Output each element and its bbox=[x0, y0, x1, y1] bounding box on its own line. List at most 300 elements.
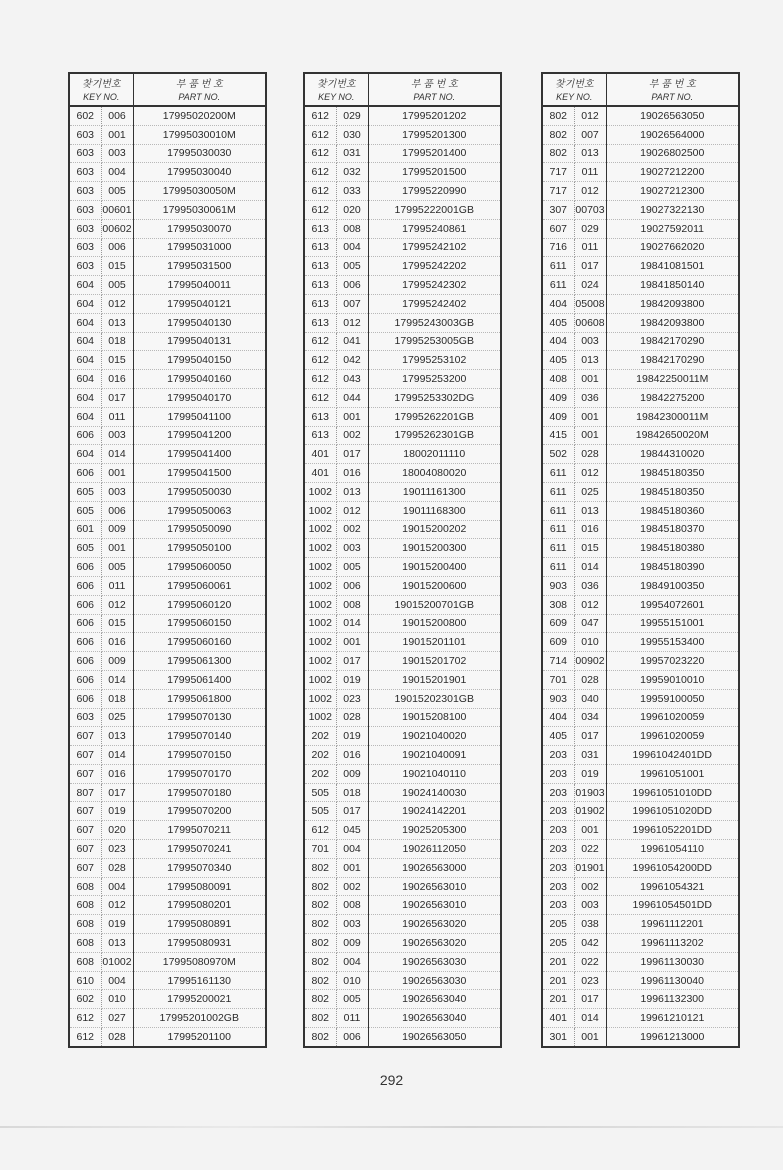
key-group-cell: 404 bbox=[542, 708, 574, 727]
part-number-cell: 19961113202 bbox=[606, 934, 739, 953]
key-group-cell: 603 bbox=[69, 182, 101, 201]
table-row bbox=[304, 163, 501, 182]
table-row bbox=[304, 520, 501, 539]
part-number-cell: 19026563050 bbox=[402, 1030, 467, 1043]
table-row bbox=[542, 971, 739, 990]
table-row bbox=[542, 689, 739, 708]
part-number-cell: 19027322130 bbox=[606, 200, 739, 219]
key-item-cell: 004 bbox=[336, 840, 368, 859]
key-item-cell: 028 bbox=[101, 858, 133, 877]
table-row bbox=[542, 915, 739, 934]
table-row bbox=[542, 877, 739, 896]
key-group-cell: 612 bbox=[304, 370, 336, 389]
table-row bbox=[304, 652, 501, 671]
table-row bbox=[69, 821, 266, 840]
table-row bbox=[304, 351, 501, 370]
key-group-cell: 203 bbox=[542, 840, 574, 859]
key-group-cell: 605 bbox=[69, 482, 101, 501]
key-item-cell: 001 bbox=[574, 821, 606, 840]
table-row bbox=[304, 858, 501, 877]
part-number-cell: 17995201500 bbox=[368, 163, 501, 182]
part-number-cell: 17995030010M bbox=[133, 125, 266, 144]
key-item-cell: 017 bbox=[336, 445, 368, 464]
key-group-cell: 604 bbox=[69, 407, 101, 426]
table-row bbox=[304, 332, 501, 351]
part-number-cell: 17995080970M bbox=[133, 952, 266, 971]
key-item-cell: 024 bbox=[574, 276, 606, 295]
table-row bbox=[69, 464, 266, 483]
table-row bbox=[542, 764, 739, 783]
part-number-cell: 19961051001 bbox=[606, 764, 739, 783]
part-number-cell: 19027662020 bbox=[606, 238, 739, 257]
key-item-cell: 00703 bbox=[574, 200, 606, 219]
part-number-cell: 19026563030 bbox=[368, 971, 501, 990]
key-item-cell: 003 bbox=[574, 896, 606, 915]
table-row bbox=[542, 746, 739, 765]
part-number-cell: 19026563030 bbox=[368, 952, 501, 971]
part-number-cell: 17995200021 bbox=[133, 990, 266, 1009]
key-group-cell: 613 bbox=[304, 276, 336, 295]
part-number-cell: 19845180360 bbox=[606, 501, 739, 520]
part-number-cell: 19842300011M bbox=[606, 407, 739, 426]
part-number-cell: 19845180390 bbox=[606, 558, 739, 577]
key-group-cell: 603 bbox=[69, 257, 101, 276]
table-row bbox=[304, 257, 501, 276]
key-group-cell: 612 bbox=[304, 182, 336, 201]
table-row bbox=[304, 877, 501, 896]
key-group-cell: 612 bbox=[304, 125, 336, 144]
part-number-cell: 19961210121 bbox=[606, 1009, 739, 1028]
part-number-cell: 19961112201 bbox=[606, 915, 739, 934]
table-row bbox=[542, 539, 739, 558]
table-row bbox=[69, 746, 266, 765]
key-group-cell: 603 bbox=[69, 163, 101, 182]
key-group-cell: 405 bbox=[542, 351, 574, 370]
key-item-cell: 005 bbox=[101, 558, 133, 577]
key-item-cell: 001 bbox=[336, 633, 368, 652]
key-item-cell: 001 bbox=[336, 858, 368, 877]
part-number-cell: 19961213000 bbox=[640, 1030, 705, 1043]
key-group-cell: 1002 bbox=[304, 708, 336, 727]
part-number-cell: 19024142201 bbox=[368, 802, 501, 821]
table-row bbox=[304, 388, 501, 407]
key-item-cell: 025 bbox=[574, 482, 606, 501]
table-row bbox=[69, 200, 266, 219]
key-item-cell: 001 bbox=[574, 370, 606, 389]
key-group-cell: 612 bbox=[69, 1009, 101, 1028]
part-number-cell: 17995070150 bbox=[133, 746, 266, 765]
key-group-cell: 607 bbox=[69, 821, 101, 840]
key-group-cell: 307 bbox=[542, 200, 574, 219]
table-row bbox=[69, 727, 266, 746]
key-group-cell: 405 bbox=[542, 313, 574, 332]
key-item-cell: 014 bbox=[574, 1009, 606, 1028]
part-number-cell: 19955151001 bbox=[606, 614, 739, 633]
key-item-cell: 019 bbox=[336, 727, 368, 746]
key-item-cell: 006 bbox=[336, 276, 368, 295]
table-row bbox=[542, 445, 739, 464]
table-row bbox=[69, 840, 266, 859]
key-group-cell: 1002 bbox=[304, 670, 336, 689]
part-number-cell: 17995070241 bbox=[133, 840, 266, 859]
key-group-cell: 613 bbox=[304, 257, 336, 276]
part-number-cell: 17995060050 bbox=[133, 558, 266, 577]
key-item-cell: 010 bbox=[336, 971, 368, 990]
table-row bbox=[69, 558, 266, 577]
part-number-cell: 19015200300 bbox=[368, 539, 501, 558]
part-number-cell: 19961054321 bbox=[606, 877, 739, 896]
table-row bbox=[542, 106, 739, 125]
key-group-cell: 611 bbox=[542, 257, 574, 276]
key-item-cell: 009 bbox=[101, 520, 133, 539]
table-row bbox=[304, 144, 501, 163]
part-number-cell: 17995050090 bbox=[133, 520, 266, 539]
table-row bbox=[304, 539, 501, 558]
part-number-cell: 17995253102 bbox=[368, 351, 501, 370]
table-row bbox=[304, 182, 501, 201]
key-item-cell: 018 bbox=[101, 689, 133, 708]
key-group-cell: 401 bbox=[304, 445, 336, 464]
key-group-cell: 609 bbox=[542, 633, 574, 652]
key-item-cell: 020 bbox=[101, 821, 133, 840]
key-item-cell: 042 bbox=[574, 934, 606, 953]
part-number-cell: 17995262301GB bbox=[368, 426, 501, 445]
key-group-cell: 1002 bbox=[304, 520, 336, 539]
table-row bbox=[69, 1028, 266, 1047]
part-number-cell: 19026802500 bbox=[606, 144, 739, 163]
part-number-cell: 19015200400 bbox=[368, 558, 501, 577]
table-row bbox=[304, 313, 501, 332]
key-group-cell: 205 bbox=[542, 934, 574, 953]
key-item-cell: 040 bbox=[574, 689, 606, 708]
key-group-cell: 607 bbox=[542, 219, 574, 238]
part-number-cell: 19015201901 bbox=[368, 670, 501, 689]
table-row bbox=[304, 689, 501, 708]
key-group-cell: 203 bbox=[542, 877, 574, 896]
part-number-cell: 19021040091 bbox=[368, 746, 501, 765]
key-group-cell: 203 bbox=[542, 746, 574, 765]
table-row bbox=[69, 238, 266, 257]
part-number-cell: 17995030050M bbox=[133, 182, 266, 201]
table-row bbox=[542, 294, 739, 313]
table-row bbox=[304, 670, 501, 689]
table-row bbox=[542, 313, 739, 332]
key-group-cell: 701 bbox=[304, 840, 336, 859]
key-item-cell: 005 bbox=[336, 257, 368, 276]
part-number-cell: 19026563010 bbox=[368, 877, 501, 896]
part-number-cell: 19845180380 bbox=[606, 539, 739, 558]
key-group-cell: 604 bbox=[69, 332, 101, 351]
table-row bbox=[69, 388, 266, 407]
part-number-cell: 17995242202 bbox=[368, 257, 501, 276]
key-group-cell: 802 bbox=[304, 990, 336, 1009]
part-number-cell: 17995040170 bbox=[133, 388, 266, 407]
part-no-header: PART NO. bbox=[133, 90, 266, 106]
part-number-cell: 17995070130 bbox=[133, 708, 266, 727]
key-item-cell: 029 bbox=[336, 106, 368, 125]
key-group-cell: 714 bbox=[542, 652, 574, 671]
key-item-cell: 013 bbox=[101, 934, 133, 953]
table-row bbox=[69, 952, 266, 971]
key-group-cell: 1002 bbox=[304, 689, 336, 708]
key-item-cell: 038 bbox=[574, 915, 606, 934]
key-group-cell: 201 bbox=[542, 971, 574, 990]
key-group-cell: 802 bbox=[304, 934, 336, 953]
part-number-cell: 17995242302 bbox=[368, 276, 501, 295]
table-row bbox=[542, 858, 739, 877]
part-number-cell: 19015200202 bbox=[368, 520, 501, 539]
table-row bbox=[304, 1028, 501, 1047]
key-group-cell: 608 bbox=[69, 877, 101, 896]
table-row bbox=[542, 388, 739, 407]
key-item-cell: 014 bbox=[574, 558, 606, 577]
key-group-cell: 405 bbox=[542, 727, 574, 746]
key-item-cell: 009 bbox=[101, 652, 133, 671]
key-item-cell: 019 bbox=[336, 670, 368, 689]
key-group-cell: 308 bbox=[542, 595, 574, 614]
key-item-cell: 013 bbox=[574, 501, 606, 520]
key-group-cell: 903 bbox=[542, 689, 574, 708]
key-item-cell: 034 bbox=[574, 708, 606, 727]
part-number-cell: 17995253005GB bbox=[368, 332, 501, 351]
table-row bbox=[69, 652, 266, 671]
part-number-cell: 17995070200 bbox=[133, 802, 266, 821]
key-item-cell: 041 bbox=[336, 332, 368, 351]
part-number-cell: 19961130030 bbox=[606, 952, 739, 971]
table-row bbox=[304, 840, 501, 859]
key-item-cell: 045 bbox=[336, 821, 368, 840]
part-number-cell: 19015201101 bbox=[368, 633, 501, 652]
key-item-cell: 028 bbox=[101, 1028, 133, 1047]
key-group-cell: 604 bbox=[69, 370, 101, 389]
part-number-cell: 17995041400 bbox=[133, 445, 266, 464]
table-row bbox=[542, 520, 739, 539]
key-item-cell: 042 bbox=[336, 351, 368, 370]
table-row bbox=[304, 821, 501, 840]
part-number-cell: 17995061800 bbox=[133, 689, 266, 708]
key-group-cell: 606 bbox=[69, 595, 101, 614]
key-item-cell: 027 bbox=[101, 1009, 133, 1028]
key-no-header-ko: 찾기번호 bbox=[542, 73, 606, 90]
parts-table-1 bbox=[68, 72, 267, 1048]
key-item-cell: 00608 bbox=[574, 313, 606, 332]
key-item-cell: 031 bbox=[336, 144, 368, 163]
key-item-cell: 023 bbox=[336, 689, 368, 708]
part-number-cell: 19026563040 bbox=[368, 1009, 501, 1028]
key-group-cell: 611 bbox=[542, 501, 574, 520]
table-row bbox=[69, 482, 266, 501]
key-group-cell: 603 bbox=[69, 200, 101, 219]
table-row bbox=[69, 426, 266, 445]
table-row bbox=[542, 952, 739, 971]
key-group-cell: 612 bbox=[304, 144, 336, 163]
key-group-cell: 202 bbox=[304, 764, 336, 783]
part-number-cell: 19957023220 bbox=[606, 652, 739, 671]
key-item-cell: 017 bbox=[574, 727, 606, 746]
part-number-cell: 19961132300 bbox=[606, 990, 739, 1009]
table-row bbox=[542, 1028, 739, 1047]
key-item-cell: 019 bbox=[574, 764, 606, 783]
part-number-cell: 19015200600 bbox=[368, 576, 501, 595]
key-group-cell: 802 bbox=[304, 1009, 336, 1028]
key-item-cell: 015 bbox=[574, 539, 606, 558]
part-number-cell: 19026564000 bbox=[606, 125, 739, 144]
key-item-cell: 002 bbox=[336, 426, 368, 445]
table-row bbox=[304, 294, 501, 313]
key-item-cell: 032 bbox=[336, 163, 368, 182]
table-row bbox=[542, 219, 739, 238]
part-no-header-ko: 부 품 번 호 bbox=[606, 73, 739, 90]
part-number-cell: 19015200701GB bbox=[368, 595, 501, 614]
table-row bbox=[542, 576, 739, 595]
part-number-cell: 19842170290 bbox=[606, 332, 739, 351]
part-number-cell: 19021040020 bbox=[368, 727, 501, 746]
key-group-cell: 604 bbox=[69, 445, 101, 464]
table-row bbox=[69, 877, 266, 896]
key-item-cell: 014 bbox=[101, 445, 133, 464]
table-row bbox=[304, 501, 501, 520]
table-row bbox=[542, 652, 739, 671]
table-row bbox=[542, 144, 739, 163]
key-group-cell: 602 bbox=[69, 990, 101, 1009]
key-group-cell: 1002 bbox=[304, 652, 336, 671]
key-item-cell: 019 bbox=[101, 915, 133, 934]
part-number-cell: 17995041100 bbox=[133, 407, 266, 426]
key-group-cell: 802 bbox=[304, 858, 336, 877]
key-group-cell: 802 bbox=[304, 971, 336, 990]
part-number-cell: 19026563050 bbox=[606, 106, 739, 125]
part-number-cell: 17995040011 bbox=[133, 276, 266, 295]
table-row bbox=[304, 407, 501, 426]
key-item-cell: 017 bbox=[336, 652, 368, 671]
key-group-cell: 611 bbox=[542, 464, 574, 483]
key-item-cell: 010 bbox=[101, 990, 133, 1009]
table-row bbox=[69, 313, 266, 332]
key-item-cell: 003 bbox=[101, 482, 133, 501]
part-number-cell: 19845180350 bbox=[606, 464, 739, 483]
key-group-cell: 203 bbox=[542, 896, 574, 915]
key-group-cell: 807 bbox=[69, 783, 101, 802]
key-item-cell: 01903 bbox=[574, 783, 606, 802]
table-row bbox=[542, 351, 739, 370]
table-row bbox=[69, 802, 266, 821]
key-item-cell: 017 bbox=[101, 783, 133, 802]
key-group-cell: 613 bbox=[304, 426, 336, 445]
key-group-cell: 802 bbox=[304, 877, 336, 896]
part-number-cell: 17995031500 bbox=[133, 257, 266, 276]
key-group-cell: 612 bbox=[304, 106, 336, 125]
table-row bbox=[69, 990, 266, 1009]
key-item-cell: 011 bbox=[101, 576, 133, 595]
key-group-cell: 604 bbox=[69, 276, 101, 295]
key-item-cell: 018 bbox=[336, 783, 368, 802]
key-item-cell: 033 bbox=[336, 182, 368, 201]
key-item-cell: 012 bbox=[574, 595, 606, 614]
part-number-cell: 17995031000 bbox=[133, 238, 266, 257]
part-number-cell: 17995242402 bbox=[368, 294, 501, 313]
table-row bbox=[69, 783, 266, 802]
key-item-cell: 002 bbox=[336, 877, 368, 896]
key-group-cell: 802 bbox=[542, 106, 574, 125]
table-row bbox=[304, 708, 501, 727]
part-number-cell: 17995080091 bbox=[133, 877, 266, 896]
table-row bbox=[69, 764, 266, 783]
key-item-cell: 028 bbox=[336, 708, 368, 727]
key-group-cell: 202 bbox=[304, 727, 336, 746]
key-item-cell: 012 bbox=[574, 106, 606, 125]
key-group-cell: 717 bbox=[542, 163, 574, 182]
table-row bbox=[304, 633, 501, 652]
part-number-cell: 19027212300 bbox=[606, 182, 739, 201]
table-row bbox=[69, 125, 266, 144]
table-row bbox=[304, 614, 501, 633]
key-group-cell: 612 bbox=[69, 1028, 101, 1047]
key-group-cell: 603 bbox=[69, 219, 101, 238]
key-group-cell: 603 bbox=[69, 125, 101, 144]
table-row bbox=[304, 1009, 501, 1028]
table-row bbox=[542, 426, 739, 445]
key-item-cell: 01901 bbox=[574, 858, 606, 877]
key-item-cell: 012 bbox=[101, 294, 133, 313]
key-item-cell: 013 bbox=[574, 351, 606, 370]
part-number-cell: 19024140030 bbox=[368, 783, 501, 802]
part-number-cell: 17995030070 bbox=[133, 219, 266, 238]
key-item-cell: 013 bbox=[101, 727, 133, 746]
key-item-cell: 004 bbox=[336, 238, 368, 257]
key-group-cell: 1002 bbox=[304, 595, 336, 614]
table-row bbox=[304, 990, 501, 1009]
table-row bbox=[69, 670, 266, 689]
key-group-cell: 604 bbox=[69, 388, 101, 407]
part-number-cell: 17995040131 bbox=[133, 332, 266, 351]
key-item-cell: 016 bbox=[336, 464, 368, 483]
key-group-cell: 408 bbox=[542, 370, 574, 389]
key-item-cell: 011 bbox=[336, 1009, 368, 1028]
part-number-cell: 19959100050 bbox=[606, 689, 739, 708]
part-number-cell: 17995070180 bbox=[133, 783, 266, 802]
table-row bbox=[304, 727, 501, 746]
table-row bbox=[304, 802, 501, 821]
part-number-cell: 17995070140 bbox=[133, 727, 266, 746]
table-row bbox=[542, 501, 739, 520]
key-item-cell: 043 bbox=[336, 370, 368, 389]
part-number-cell: 19842275200 bbox=[606, 388, 739, 407]
key-group-cell: 401 bbox=[542, 1009, 574, 1028]
key-group-cell: 608 bbox=[69, 915, 101, 934]
key-group-cell: 611 bbox=[542, 276, 574, 295]
parts-table-2 bbox=[303, 72, 502, 1048]
part-number-cell: 19026563010 bbox=[368, 896, 501, 915]
part-number-cell: 17995240861 bbox=[368, 219, 501, 238]
part-number-cell: 19015208100 bbox=[368, 708, 501, 727]
key-item-cell: 004 bbox=[101, 877, 133, 896]
part-no-header-ko: 부 품 번 호 bbox=[133, 73, 266, 90]
key-group-cell: 607 bbox=[69, 727, 101, 746]
part-number-cell: 18002011110 bbox=[368, 445, 501, 464]
key-item-cell: 008 bbox=[336, 219, 368, 238]
key-group-cell: 612 bbox=[304, 163, 336, 182]
part-number-cell: 17995262201GB bbox=[368, 407, 501, 426]
key-item-cell: 022 bbox=[574, 840, 606, 859]
key-group-cell: 802 bbox=[542, 144, 574, 163]
key-group-cell: 903 bbox=[542, 576, 574, 595]
part-number-cell: 17995061300 bbox=[133, 652, 266, 671]
part-number-cell: 17995040160 bbox=[133, 370, 266, 389]
table-row bbox=[542, 558, 739, 577]
table-row bbox=[69, 163, 266, 182]
table-row bbox=[304, 106, 501, 125]
key-item-cell: 008 bbox=[336, 896, 368, 915]
